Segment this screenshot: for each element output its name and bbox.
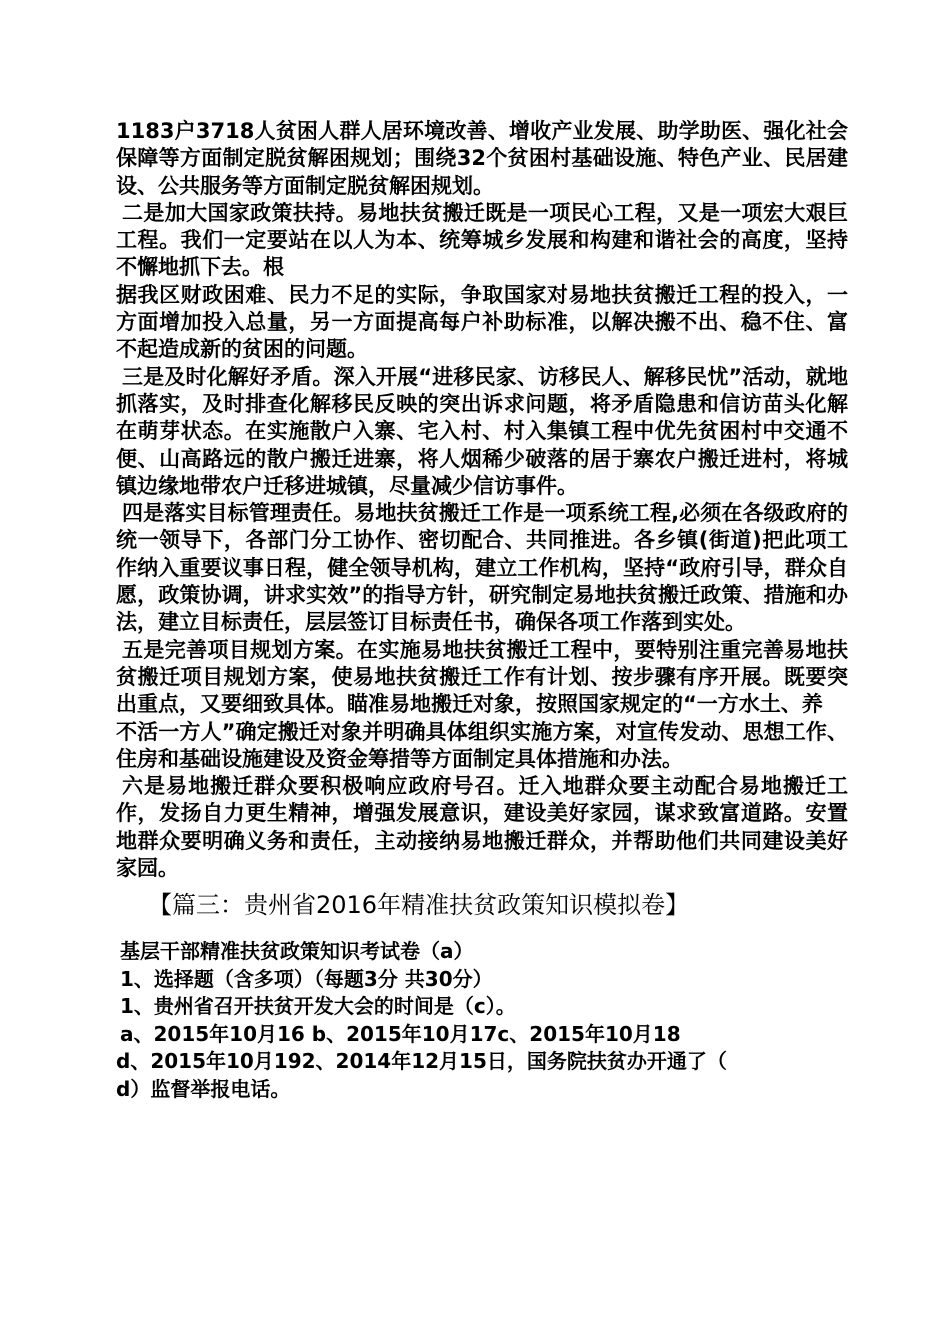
exam-section	[116, 938, 848, 1103]
paragraph-3: 据我区财政困难、民力不足的实际，争取国家对易地扶贫搬迁工程的投入，一方面增加投入总量，另一方面提高每户补助标准，以解决搬不出、稳不住、富不起造成新的贫困的问题。	[116, 282, 848, 362]
exam-options-line-2: d、2015年10月192、2014年12月15日，国务院扶贫办开通了（	[116, 1049, 727, 1074]
paragraph-2: 二是加大国家政策扶持。易地扶贫搬迁既是一项民心工程，又是一项宏大艰巨工程。我们一定要站在以人为本、统筹城乡发展和构建和谐社会的高度，坚持不懈地抓下去。根	[116, 200, 848, 280]
paragraph-7: 不活一方人”确定搬迁对象并明确具体组织实施方案，对宣传发动、思想工作、住房和基础设施建设及资金筹措等方面制定具体措施和办法。	[116, 719, 848, 771]
paragraph-1: 1183户3718人贫困人群人居环境改善、增收产业发展、助学助医、强化社会保障等方面制定脱贫解困规划；围绕32个贫困村基础设施、特色产业、民居建设、公共服务等方面制定脱贫解困规划。	[116, 119, 848, 198]
exam-options-line-3: d）监督举报电话。	[116, 1076, 291, 1101]
exam-title: 基层干部精准扶贫政策知识考试卷（a）	[120, 939, 474, 964]
exam-question-type: 1、选择题（含多项）（每题3分 共30分）	[120, 966, 493, 991]
paragraph-6: 五是完善项目规划方案。在实施易地扶贫搬迁工程中，要特别注重完善易地扶贫搬迁项目规划方案，使易地扶贫搬迁工作有计划、按步骤有序开展。既要突出重点，又要细致具体。瞄准易地搬迁对象，按照国家规定的“一方水土、养	[116, 637, 848, 717]
exam-question-1: 1、贵州省召开扶贫开发大会的时间是（c）。	[120, 994, 516, 1019]
paragraph-8: 六是易地搬迁群众要积极响应政府号召。迁入地群众要主动配合易地搬迁工作，发扬自力更生精神，增强发展意识，建设美好家园，谋求致富道路。安置地群众要明确义务和责任，主动接纳易地搬迁群众，并帮助他们共同建设美好家园。	[116, 774, 848, 881]
paragraph-4: 三是及时化解好矛盾。深入开展“进移民家、访移民人、解移民忧”活动，就地抓落实，及时排查化解移民反映的突出诉求问题，将矛盾隐患和信访苗头化解在萌芽状态。在实施散户入寨、宅入村、村入集镇工程中优先贫困村中交通不便、山高路远的散户搬迁进寨，将人烟稀少破落的居于寨农户搬迁进村，将城镇边缘地带农户迁移进城镇，尽量减少信访事件。	[116, 364, 848, 498]
exam-options-line-1: a、2015年10月16 b、2015年10月17c、2015年10月18	[120, 1021, 681, 1046]
document-body	[116, 118, 848, 1103]
paragraph-5: 四是落实目标管理责任。易地扶贫搬迁工作是一项系统工程,必须在各级政府的统一领导下，各部门分工协作、密切配合、共同推进。各乡镇(街道)把此项工作纳入重要议事日程，健全领导机构，建立工作机构，坚持“政府引导，群众自愿，政策协调，讲求实效”的指导方针，研究制定易地扶贫搬迁政策、措施和办法，建立目标责任，层层签订目标责任书，确保各项工作落到实处。	[116, 501, 848, 635]
section-heading: 【篇三：贵州省2016年精准扶贫政策知识模拟卷】	[148, 891, 690, 920]
